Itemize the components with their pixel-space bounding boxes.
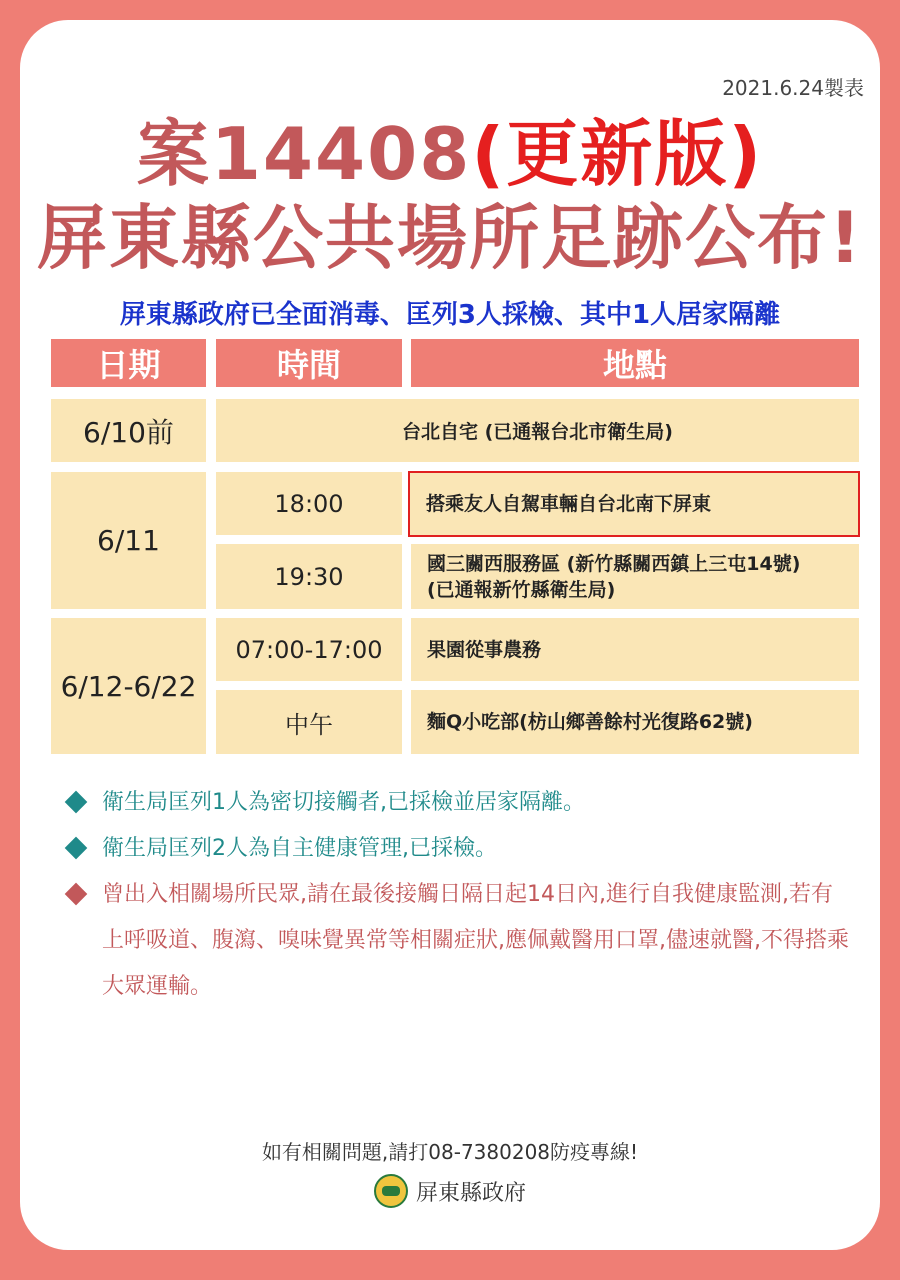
diamond-bullet-icon — [65, 883, 88, 906]
place-line: (已通報新竹縣衛生局) — [427, 578, 616, 601]
date-cell: 6/11 — [51, 472, 206, 609]
place-cell-highlighted: 搭乘友人自駕車輛自台北南下屏東 — [408, 471, 860, 537]
place-cell: 台北自宅 (已通報台北市衛生局) — [216, 399, 859, 462]
case-number: 案14408 — [136, 112, 472, 196]
date-cell: 6/12-6/22 — [51, 618, 206, 754]
date-cell: 6/10前 — [51, 399, 206, 462]
header-place: 地點 — [411, 339, 859, 387]
time-cell: 18:00 — [216, 472, 402, 535]
note-item — [62, 832, 852, 866]
time-cell: 07:00-17:00 — [216, 618, 402, 681]
notes-list — [62, 786, 852, 1022]
update-tag: (更新版) — [471, 112, 764, 196]
time-cell: 19:30 — [216, 544, 402, 609]
date-made: 2021.6.24製表 — [722, 76, 864, 100]
government-signature — [0, 1174, 900, 1208]
title-line-1 — [0, 112, 900, 196]
diamond-bullet-icon — [65, 837, 88, 860]
header-date: 日期 — [51, 339, 206, 387]
title-line-2: 屏東縣公共場所足跡公布! — [37, 197, 863, 279]
note-text: 曾出入相關場所民眾,請在最後接觸日隔日起14日內,進行自我健康監測,若有上呼吸道、腹瀉、嗅味覺異常等相關症狀,應佩戴醫用口罩,儘速就醫,不得搭乘大眾運輸。 — [102, 882, 849, 999]
place-cell — [411, 544, 859, 609]
note-item — [62, 786, 852, 820]
place-cell: 麵Q小吃部(枋山鄉善餘村光復路62號) — [411, 690, 859, 754]
subtitle: 屏東縣政府已全面消毒、匡列3人採檢、其中1人居家隔離 — [119, 300, 781, 330]
header-time: 時間 — [216, 339, 402, 387]
hotline-text: 如有相關問題,請打08-7380208防疫專線! — [261, 1140, 639, 1164]
diamond-bullet-icon — [65, 791, 88, 814]
time-cell: 中午 — [216, 690, 402, 754]
note-text: 衛生局匡列2人為自主健康管理,已採檢。 — [102, 836, 497, 861]
place-cell: 果園從事農務 — [411, 618, 859, 681]
note-text: 衛生局匡列1人為密切接觸者,已採檢並居家隔離。 — [102, 790, 585, 815]
county-logo-icon — [374, 1174, 408, 1208]
place-line: 國三關西服務區 (新竹縣關西鎮上三屯14號) — [427, 552, 801, 575]
note-item — [62, 878, 852, 1010]
government-name: 屏東縣政府 — [415, 1180, 526, 1206]
